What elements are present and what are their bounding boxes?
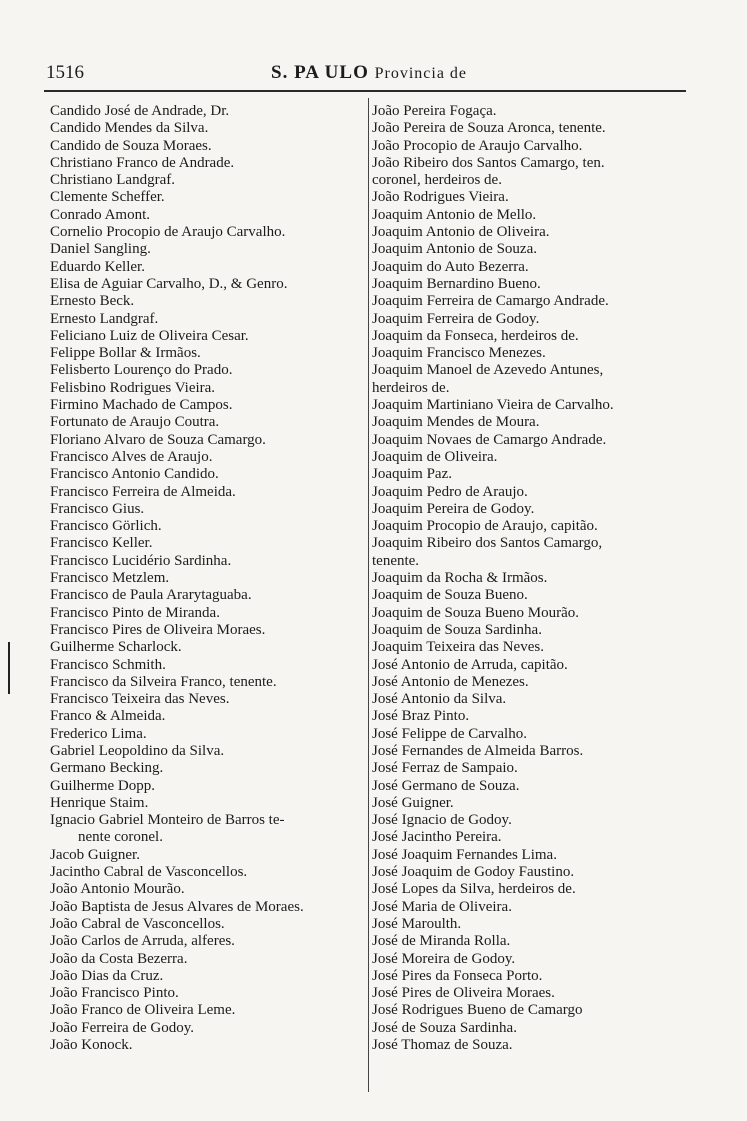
directory-entry: João Pereira de Souza Aronca, tenente. — [372, 120, 606, 137]
directory-entry: Francisco Metzlem. — [50, 570, 170, 587]
directory-entry: Joaquim Pedro de Araujo. — [372, 483, 528, 500]
directory-entry: João Konock. — [50, 1037, 133, 1054]
directory-entry: Joaquim Antonio de Mello. — [372, 206, 537, 223]
directory-entry: Cornelio Procopio de Araujo Carvalho. — [50, 224, 286, 241]
directory-entry: Conrado Amont. — [50, 206, 150, 223]
directory-entry: Germano Becking. — [50, 760, 164, 777]
directory-entry: João Franco de Oliveira Leme. — [50, 1002, 236, 1019]
directory-entry: Ignacio Gabriel Monteiro de Barros te- — [50, 812, 285, 829]
directory-entry: José Antonio de Arruda, capitão. — [372, 656, 568, 673]
right-column — [372, 103, 702, 1054]
directory-entry: José Moreira de Godoy. — [372, 950, 516, 967]
directory-entry: Joaquim de Oliveira. — [372, 448, 498, 465]
directory-entry: João Rodrigues Vieira. — [372, 189, 509, 206]
directory-entry: Frederico Lima. — [50, 725, 147, 742]
directory-entry: Joaquim Martiniano Vieira de Carvalho. — [372, 397, 614, 414]
directory-entry: Guilherme Scharlock. — [50, 639, 182, 656]
directory-entry: Francisco de Paula Ararytaguaba. — [50, 587, 252, 604]
directory-entry: Joaquim Antonio de Oliveira. — [372, 224, 550, 241]
directory-entry: Francisco Alves de Araujo. — [50, 448, 213, 465]
directory-entry: Joaquim Teixeira das Neves. — [372, 639, 544, 656]
directory-entry: Joaquim Antonio de Souza. — [372, 241, 537, 258]
directory-entry: Christiano Franco de Andrade. — [50, 154, 235, 171]
directory-entry: Joaquim Mendes de Moura. — [372, 414, 540, 431]
directory-entry: José Maroulth. — [372, 915, 462, 932]
directory-entry: Joaquim Ferreira de Godoy. — [372, 310, 540, 327]
directory-entry: Franco & Almeida. — [50, 708, 166, 725]
page-header — [46, 62, 686, 86]
directory-entry: Jacob Guigner. — [50, 846, 140, 863]
directory-entry: Jacintho Cabral de Vasconcellos. — [50, 864, 248, 881]
directory-entry: Floriano Alvaro de Souza Camargo. — [50, 431, 266, 448]
directory-entry: José Ignacio de Godoy. — [372, 812, 512, 829]
directory-entry: Candido de Souza Moraes. — [50, 137, 212, 154]
directory-entry: Candido José de Andrade, Dr. — [50, 103, 230, 119]
directory-entry: José de Miranda Rolla. — [372, 933, 511, 950]
directory-entry: José Joaquim de Godoy Faustino. — [372, 864, 575, 881]
directory-entry: tenente. — [372, 552, 420, 569]
directory-entry: Felisberto Lourenço do Prado. — [50, 362, 233, 379]
directory-entry: João Carlos de Arruda, alferes. — [50, 933, 235, 950]
directory-entry: herdeiros de. — [372, 379, 450, 396]
directory-entry: José Thomaz de Souza. — [372, 1037, 513, 1054]
directory-entry: Eduardo Keller. — [50, 258, 145, 275]
directory-entry: Francisco Keller. — [50, 535, 153, 552]
directory-entry: José Germano de Souza. — [372, 777, 520, 794]
directory-entry: Feliciano Luiz de Oliveira Cesar. — [50, 327, 249, 344]
directory-entry: João da Costa Bezerra. — [50, 950, 188, 967]
directory-entry: José Pires da Fonseca Porto. — [372, 967, 543, 984]
directory-entry: nente coronel. — [78, 829, 163, 846]
city-title: S. PA ULO — [271, 62, 369, 83]
directory-entry: João Ferreira de Godoy. — [50, 1019, 194, 1036]
directory-entry: José Pires de Oliveira Moraes. — [372, 985, 555, 1002]
directory-entry: Felisbino Rodrigues Vieira. — [50, 379, 216, 396]
directory-entry: Francisco Pires de Oliveira Moraes. — [50, 621, 266, 638]
directory-entry: João Baptista de Jesus Alvares de Moraes. — [50, 898, 304, 915]
directory-entry: Francisco Lucidério Sardinha. — [50, 552, 232, 569]
directory-entry: José Rodrigues Bueno de Camargo — [372, 1002, 583, 1019]
directory-entry: José Antonio da Silva. — [372, 691, 507, 708]
directory-entry: Joaquim do Auto Bezerra. — [372, 258, 529, 275]
directory-entry: Francisco da Silveira Franco, tenente. — [50, 673, 277, 690]
directory-entry: Francisco Teixeira das Neves. — [50, 691, 230, 708]
directory-entry: João Antonio Mourão. — [50, 881, 185, 898]
directory-entry: Guilherme Dopp. — [50, 777, 155, 794]
margin-mark — [8, 642, 10, 694]
directory-entry: José Jacintho Pereira. — [372, 829, 502, 846]
directory-entry: Daniel Sangling. — [50, 241, 151, 258]
directory-entry: José de Souza Sardinha. — [372, 1019, 517, 1036]
directory-entry: Francisco Ferreira de Almeida. — [50, 483, 236, 500]
header-rule — [44, 90, 686, 92]
directory-entry: José Antonio de Menezes. — [372, 673, 529, 690]
directory-entry: Joaquim de Souza Sardinha. — [372, 621, 542, 638]
directory-entry: José Fernandes de Almeida Barros. — [372, 742, 584, 759]
directory-entry: Joaquim de Souza Bueno Mourão. — [372, 604, 580, 621]
directory-entry: João Procopio de Araujo Carvalho. — [372, 137, 583, 154]
directory-entry: José Ferraz de Sampaio. — [372, 760, 518, 777]
directory-entry: Joaquim Novaes de Camargo Andrade. — [372, 431, 607, 448]
directory-entry: Ernesto Beck. — [50, 293, 135, 310]
directory-entry: José Maria de Oliveira. — [372, 898, 512, 915]
directory-entry: Gabriel Leopoldino da Silva. — [50, 742, 225, 759]
directory-entry: Joaquim Pereira de Godoy. — [372, 500, 535, 517]
left-column — [50, 103, 372, 1054]
running-title — [271, 62, 467, 84]
directory-entry: Felippe Bollar & Irmãos. — [50, 345, 201, 362]
directory-entry: Francisco Gius. — [50, 500, 145, 517]
directory-entry: Francisco Görlich. — [50, 518, 162, 535]
directory-entry: João Pereira Fogaça. — [372, 103, 497, 119]
directory-entry: José Braz Pinto. — [372, 708, 470, 725]
directory-entry: José Guigner. — [372, 794, 454, 811]
directory-entry: Joaquim Manoel de Azevedo Antunes, — [372, 362, 604, 379]
directory-entry: Francisco Schmith. — [50, 656, 166, 673]
directory-entry: Joaquim de Souza Bueno. — [372, 587, 528, 604]
directory-entry: José Joaquim Fernandes Lima. — [372, 846, 557, 863]
directory-entry: Joaquim da Fonseca, herdeiros de. — [372, 327, 579, 344]
directory-entry: Joaquim Paz. — [372, 466, 452, 483]
directory-entry: Joaquim Bernardino Bueno. — [372, 275, 541, 292]
directory-entry: Ernesto Landgraf. — [50, 310, 159, 327]
page-number: 1516 — [46, 62, 84, 83]
province-subtitle: Provincia de — [374, 65, 468, 82]
directory-entry: Francisco Antonio Candido. — [50, 466, 219, 483]
directory-entry: coronel, herdeiros de. — [372, 172, 502, 189]
directory-entry: Joaquim da Rocha & Irmãos. — [372, 570, 548, 587]
directory-entry: Henrique Staim. — [50, 794, 149, 811]
directory-entry: Clemente Scheffer. — [50, 189, 165, 206]
directory-entry: Firmino Machado de Campos. — [50, 397, 233, 414]
directory-entry: José Lopes da Silva, herdeiros de. — [372, 881, 576, 898]
directory-entry: João Ribeiro dos Santos Camargo, ten. — [372, 154, 605, 171]
directory-entry: Francisco Pinto de Miranda. — [50, 604, 220, 621]
directory-entry: Fortunato de Araujo Coutra. — [50, 414, 220, 431]
directory-entry: João Dias da Cruz. — [50, 967, 164, 984]
directory-entry: Joaquim Ferreira de Camargo Andrade. — [372, 293, 609, 310]
directory-entry: Elisa de Aguiar Carvalho, D., & Genro. — [50, 275, 288, 292]
directory-entry: Joaquim Francisco Menezes. — [372, 345, 546, 362]
directory-entry: João Cabral de Vasconcellos. — [50, 915, 225, 932]
directory-entry: Candido Mendes da Silva. — [50, 120, 209, 137]
directory-entry: José Felippe de Carvalho. — [372, 725, 527, 742]
directory-entry: Joaquim Ribeiro dos Santos Camargo, — [372, 535, 603, 552]
directory-entry: Christiano Landgraf. — [50, 172, 175, 189]
directory-entry: Joaquim Procopio de Araujo, capitão. — [372, 518, 598, 535]
directory-entry: João Francisco Pinto. — [50, 985, 179, 1002]
